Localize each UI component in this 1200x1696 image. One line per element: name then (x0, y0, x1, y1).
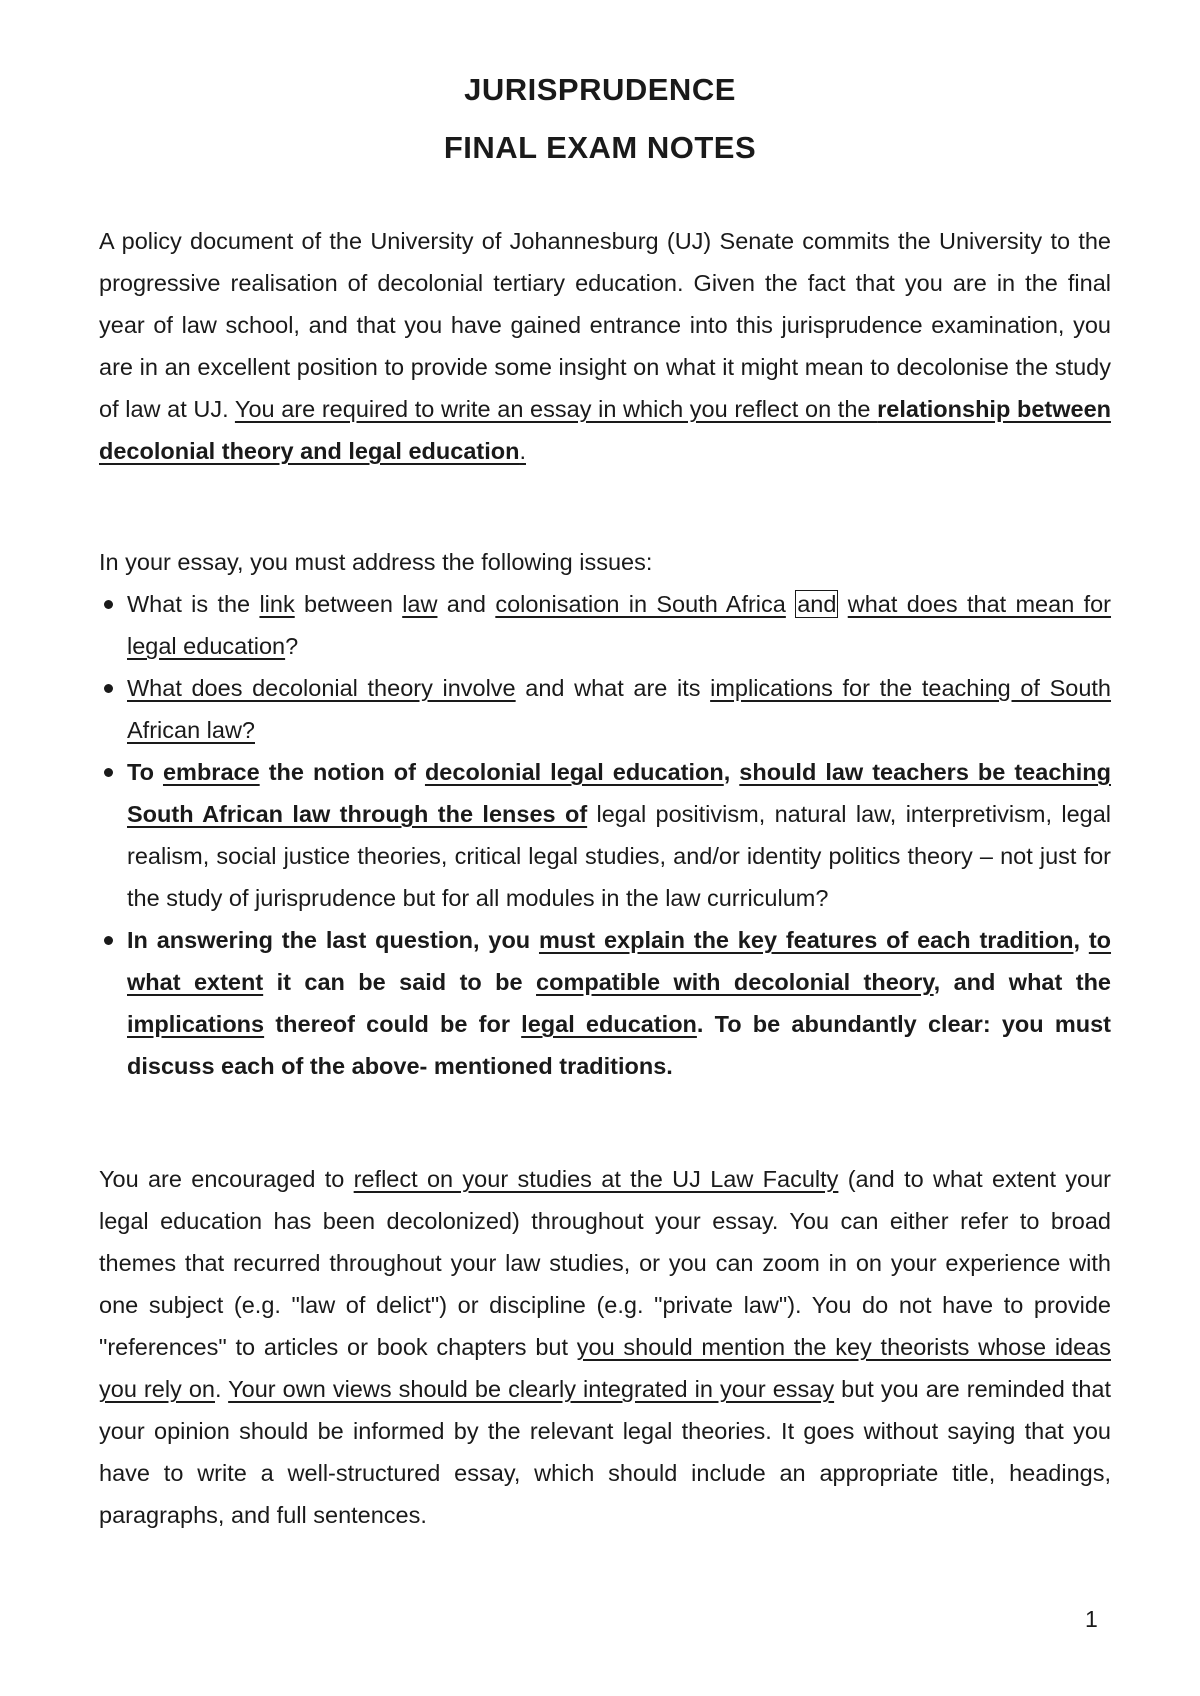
list-item: What does decolonial theory involve and what are its implications for the teaching of South African law? (99, 667, 1111, 751)
list-item: What is the link between law and colonisation in South Africa and what does that mean for legal education? (99, 583, 1111, 667)
closing-paragraph: You are encouraged to reflect on your studies at the UJ Law Faculty (and to what extent your legal education has been decolonized) throughout your essay. You can either refer to broad themes that recurred throughout your law studies, or you can zoom in on your experience with one subject (e.g. "law of delict") or discipline (e.g. "private law"). You do not have to provide "references" to articles or book chapters but you should mention the key theorists whose ideas you rely on. Your own views should be clearly integrated in your essay but you are reminded that your opinion should be informed by the relevant legal theories. It goes without saying that you have to write a well-structured essay, which should include an appropriate title, headings, paragraphs, and full sentences. (99, 1166, 1112, 1528)
list-item: In answering the last question, you must explain the key features of each tradition, to what extent it can be said to be compatible with decolonial theory, and what the implications thereof could be for legal education. To be abundantly clear: you must discuss each of the above- mentioned traditions. (99, 919, 1111, 1087)
list-item: To embrace the notion of decolonial legal education, should law teachers be teaching South African law through the lenses of legal positivism, natural law, interpretivism, legal realism, social justice theories, critical legal studies, and/or identity politics theory – not just for the study of jurisprudence but for all modules in the law curriculum? (99, 751, 1111, 919)
instruction-text: You are required to write an essay in which you reflect on the relationship between decolonial theory and legal education. (99, 396, 1111, 464)
issues-section (99, 541, 1111, 1087)
instruction-emphasis: relationship between decolonial theory and legal education (99, 396, 1111, 464)
page-number: 1 (1085, 1606, 1098, 1632)
intro-text: A policy document of the University of Johannesburg (UJ) Senate commits the University to the progressive realisation of decolonial tertiary education. Given the fact that you are in the final year of law school, and that you have gained entrance into this jurisprudence examination, you are in an excellent position to provide some insight on what it might mean to decolonise the study of law at UJ. (99, 228, 1111, 422)
document-subtitle: FINAL EXAM NOTES (443, 130, 757, 165)
boxed-word: and (797, 591, 837, 617)
issues-lead: In your essay, you must address the following issues: (99, 549, 653, 575)
document-title: JURISPRUDENCE (464, 72, 736, 107)
intro-paragraph (99, 220, 1111, 472)
issues-list (99, 583, 1111, 1087)
